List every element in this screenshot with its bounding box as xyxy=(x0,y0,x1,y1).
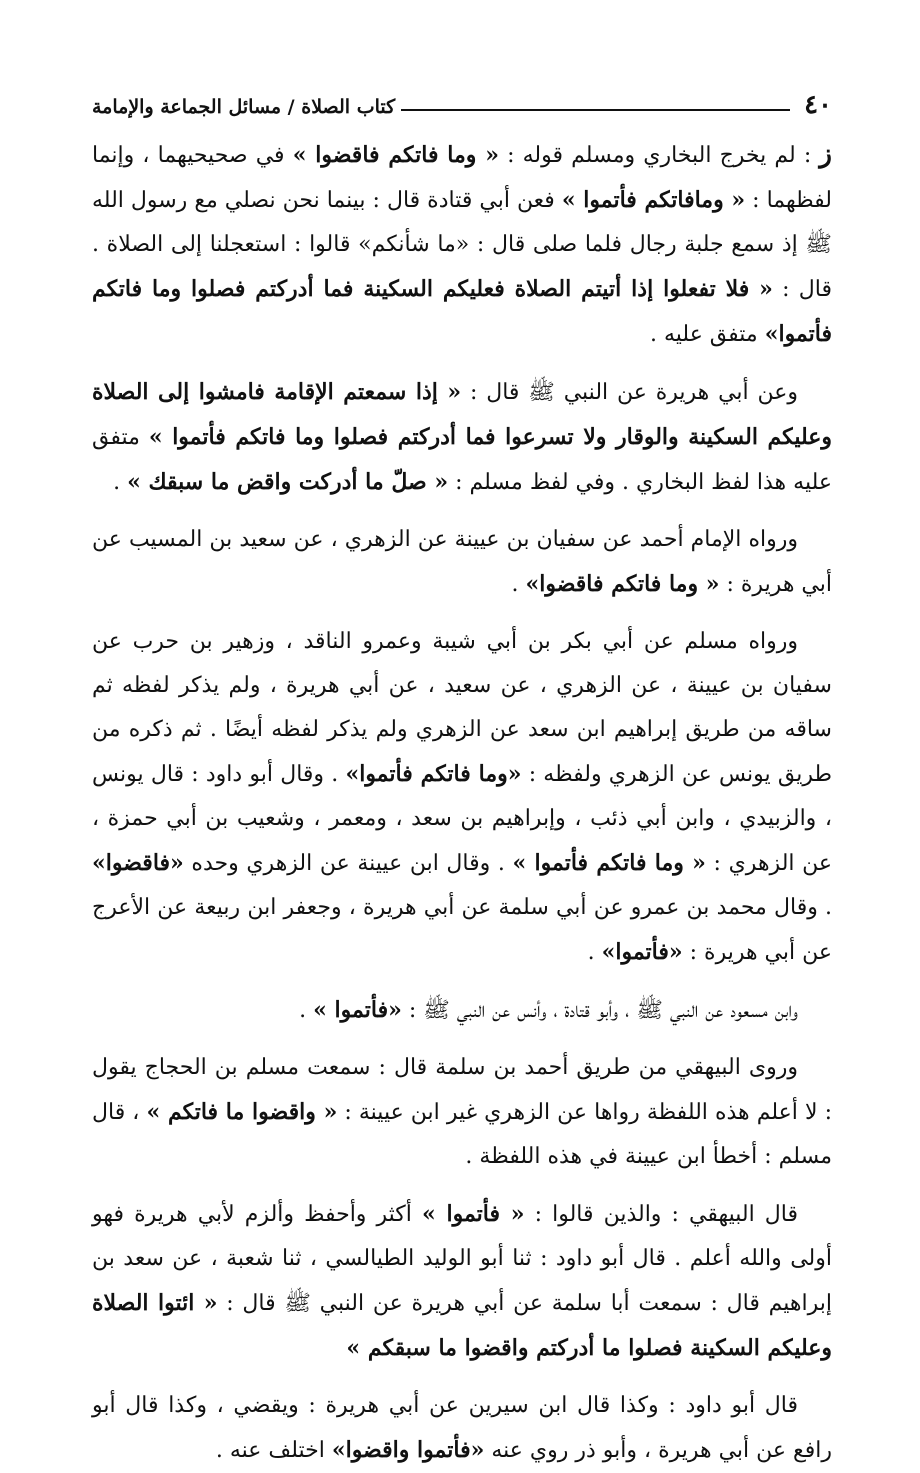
paragraph xyxy=(92,370,832,505)
hadith-quote: « وما فاتكم فاقضوا » xyxy=(292,142,499,168)
hadith-quote: «فأتموا» xyxy=(601,939,683,965)
hadith-quote: « ومافاتكم فأتموا » xyxy=(561,187,746,213)
hadith-quote: « إذا سمعتم الإقامة فامشوا إلى الصلاة وعليكم السكينة والوقار ولا تسرعوا فما أدركتم فصلوا وما فاتكم فأتموا » xyxy=(92,379,832,450)
hadith-quote: « ائتوا الصلاة وعليكم السكينة فصلوا ما أدركتم واقضوا ما سبقكم » xyxy=(92,1290,832,1361)
text-segment: . وقال ابن عيينة عن الزهري وحده xyxy=(183,851,513,876)
running-title: كتاب الصلاة / مسائل الجماعة والإمامة xyxy=(92,96,396,118)
hadith-quote: «فاقضوا» xyxy=(92,850,184,876)
text-segment: وروى البيهقي من طريق أحمد بن سلمة قال : سمعت مسلم بن الحجاج يقول : لا أعلم هذه اللفظة رواها عن الزهري غير ابن عيينة : xyxy=(92,1055,832,1125)
hadith-quote: « صلّ ما أدركت واقض ما سبقك » xyxy=(127,469,449,495)
hadith-quote: « واقضوا ما فاتكم » xyxy=(146,1099,338,1125)
page-body xyxy=(92,132,832,1473)
text-segment: ورواه الإمام أحمد عن سفيان بن عيينة عن الزهري ، عن سعيد بن المسيب عن أبي هريرة : xyxy=(92,527,832,597)
paragraph xyxy=(92,132,832,357)
text-segment: في صحيحيهما ، وإنما لفظهما : xyxy=(92,143,833,213)
page-header xyxy=(92,88,832,118)
text-segment: ، قال مسلم : أخطأ ابن عيينة في هذه اللفظة . xyxy=(92,1100,832,1169)
hadith-quote: «فأتموا » xyxy=(313,997,402,1023)
hadith-quote: « فأتموا » xyxy=(421,1201,525,1227)
text-segment: . وقال أبو داود : قال يونس ، والزبيدي ، وابن أبي ذئب ، وإبراهيم بن سعد ، ومعمر ، وشعيب بن أبي حمزة ، عن الزهري : xyxy=(92,762,832,876)
paragraph xyxy=(92,1384,832,1473)
paragraph xyxy=(92,518,832,607)
text-segment: متفق عليه هذا لفظ البخاري . وفي لفظ مسلم : xyxy=(92,425,832,495)
paragraph xyxy=(92,620,832,975)
hadith-quote: « وما فاتكم فاقضوا» xyxy=(525,571,720,597)
note-marker: ز xyxy=(819,139,832,169)
text-segment: وعن أبي هريرة عن النبي ﷺ قال : xyxy=(461,380,798,405)
text-segment: متفق عليه . xyxy=(649,322,765,347)
text-segment: أكثر وأحفظ وألزم لأبي هريرة فهو أولى والله أعلم . قال أبو داود : ثنا أبو الوليد الطيالسي ، ثنا شعبة ، عن سعد بن إبراهيم قال : سمعت أبا سلمة عن أبي هريرة عن النبي ﷺ قال : xyxy=(92,1202,832,1316)
hadith-quote: «فأتموا واقضوا» xyxy=(331,1437,485,1463)
text-segment: : لم يخرج البخاري ومسلم قوله : xyxy=(498,143,820,168)
page-number: ٤٠ xyxy=(804,90,832,120)
text-segment: قال أبو داود : وكذا قال ابن سيرين عن أبي هريرة : ويقضي ، وكذا قال أبو رافع عن أبي هريرة ، وأبو ذر روي عنه xyxy=(92,1393,832,1463)
hadith-quote: «وما فاتكم فأتموا» xyxy=(345,761,522,787)
text-segment: ورواه مسلم عن أبي بكر بن أبي شيبة وعمرو الناقد ، وزهير بن حرب عن سفيان بن عيينة ، عن الزهري ، عن سعيد ، عن أبي هريرة ، ولم يذكر لفظه ثم ساقه من طريق إبراهيم ابن سعد عن الزهري ولم يذكر لفظه أيضًا . ثم ذكره من طريق يونس عن الزهري ولفظه : xyxy=(92,629,832,787)
text-segment: . xyxy=(113,470,128,495)
text-segment: . وقال محمد بن عمرو عن أبي سلمة عن أبي هريرة ، وجعفر ابن ربيعة عن الأعرج عن أبي هريرة : xyxy=(92,895,832,965)
text-segment: . xyxy=(587,940,602,965)
paragraph xyxy=(92,1192,832,1371)
paragraph xyxy=(92,1046,832,1179)
hadith-quote: « وما فاتكم فأتموا » xyxy=(512,850,706,876)
header-rule xyxy=(401,109,790,111)
hadith-quote: « فلا تفعلوا إذا أتيتم الصلاة فعليكم السكينة فما أدركتم فصلوا وما فاتكم فأتموا» xyxy=(92,276,832,347)
text-segment: . xyxy=(511,572,526,597)
text-segment: فعن أبي قتادة قال : بينما نحن نصلي مع رسول الله ﷺ إذ سمع جلبة رجال فلما صلى قال : «ما شأنكم» قالوا : استعجلنا إلى الصلاة . قال : xyxy=(92,188,832,302)
text-segment: اختلف عنه . xyxy=(215,1438,332,1463)
text-segment: . xyxy=(299,998,314,1023)
text-segment: وابن مسعود عن النبي ﷺ ، وأبو قتادة ، وأنس عن النبي ﷺ : xyxy=(401,998,798,1023)
paragraph xyxy=(92,988,832,1033)
text-segment: قال البيهقي : والذين قالوا : xyxy=(524,1202,798,1227)
